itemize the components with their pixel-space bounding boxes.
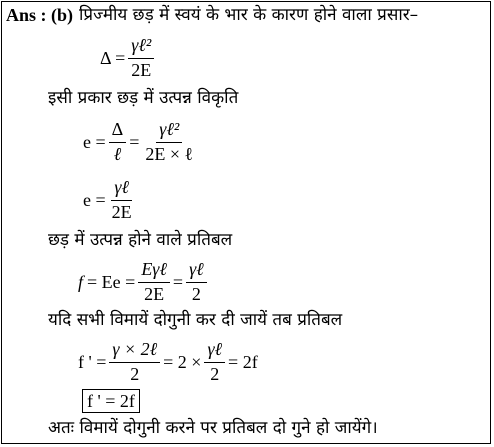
text-strain-intro: इसी प्रकार छड़ में उत्पन्न विकृति <box>48 88 239 108</box>
eq5-f2-denominator: 2 <box>210 363 220 384</box>
equation-strain <box>83 120 199 165</box>
eq4-f: f <box>78 272 84 293</box>
eq3-denominator: 2E <box>111 201 132 222</box>
text-conclusion: अतः विमायें दोगुनी करने पर प्रतिबल दो गुने हो जायेंगे। <box>48 418 378 438</box>
eq1-numerator: γℓ² <box>128 36 154 59</box>
eq5-mid: = 2 × <box>163 352 202 373</box>
answer-header <box>6 6 418 24</box>
eq4-mid: = Ee = <box>87 272 136 293</box>
boxed-result <box>82 392 140 410</box>
eq2-fraction-2 <box>142 120 196 165</box>
answer-prefix: Ans : (b) <box>6 5 74 25</box>
eq5-fraction-2 <box>204 340 225 385</box>
eq5-rhs: = 2f <box>228 352 258 373</box>
equation-strain-simplified <box>83 178 138 223</box>
equation-elongation <box>100 36 157 81</box>
equation-stress <box>78 260 210 305</box>
eq4-f2-denominator: 2 <box>191 283 201 304</box>
eq3-lhs: e = <box>83 190 106 211</box>
eq4-fraction-2 <box>186 260 207 305</box>
boxed-result-text: f ' = 2f <box>82 389 140 413</box>
eq4-f1-denominator: 2E <box>144 283 165 304</box>
eq1-lhs: Δ = <box>100 48 126 69</box>
eq2-f2-numerator: γℓ² <box>156 120 182 143</box>
eq5-f2-numerator: γℓ <box>204 340 225 363</box>
eq2-lhs: e = <box>83 132 106 153</box>
eq5-f1-numerator: γ × 2ℓ <box>109 340 160 363</box>
eq5-fraction-1 <box>109 340 160 385</box>
answer-intro-text: प्रिज्मीय छड़ में स्वयं के भार के कारण होने वाला प्रसार– <box>79 4 419 25</box>
eq4-equals: = <box>172 272 184 293</box>
eq4-fraction-1 <box>138 260 170 305</box>
eq5-lhs: f ' = <box>78 352 107 373</box>
equation-new-stress <box>78 340 258 385</box>
eq4-f2-numerator: γℓ <box>186 260 207 283</box>
eq2-fraction-1 <box>109 120 127 165</box>
eq2-f2-denominator: 2E × ℓ <box>145 143 194 164</box>
eq1-denominator: 2E <box>131 59 152 80</box>
eq2-equals: = <box>129 132 140 153</box>
eq3-numerator: γℓ <box>111 178 132 201</box>
text-stress-intro: छड़ में उत्पन्न होने वाले प्रतिबल <box>48 230 233 250</box>
eq4-f1-numerator: Eγℓ <box>138 260 170 283</box>
eq3-fraction <box>109 178 135 223</box>
eq5-f1-denominator: 2 <box>130 363 140 384</box>
text-doubled-dimensions: यदि सभी विमायें दोगुनी कर दी जायें तब प्रतिबल <box>48 310 343 330</box>
eq1-fraction <box>128 36 154 81</box>
eq2-f1-denominator: ℓ <box>113 143 122 164</box>
eq2-f1-numerator: Δ <box>109 120 127 143</box>
